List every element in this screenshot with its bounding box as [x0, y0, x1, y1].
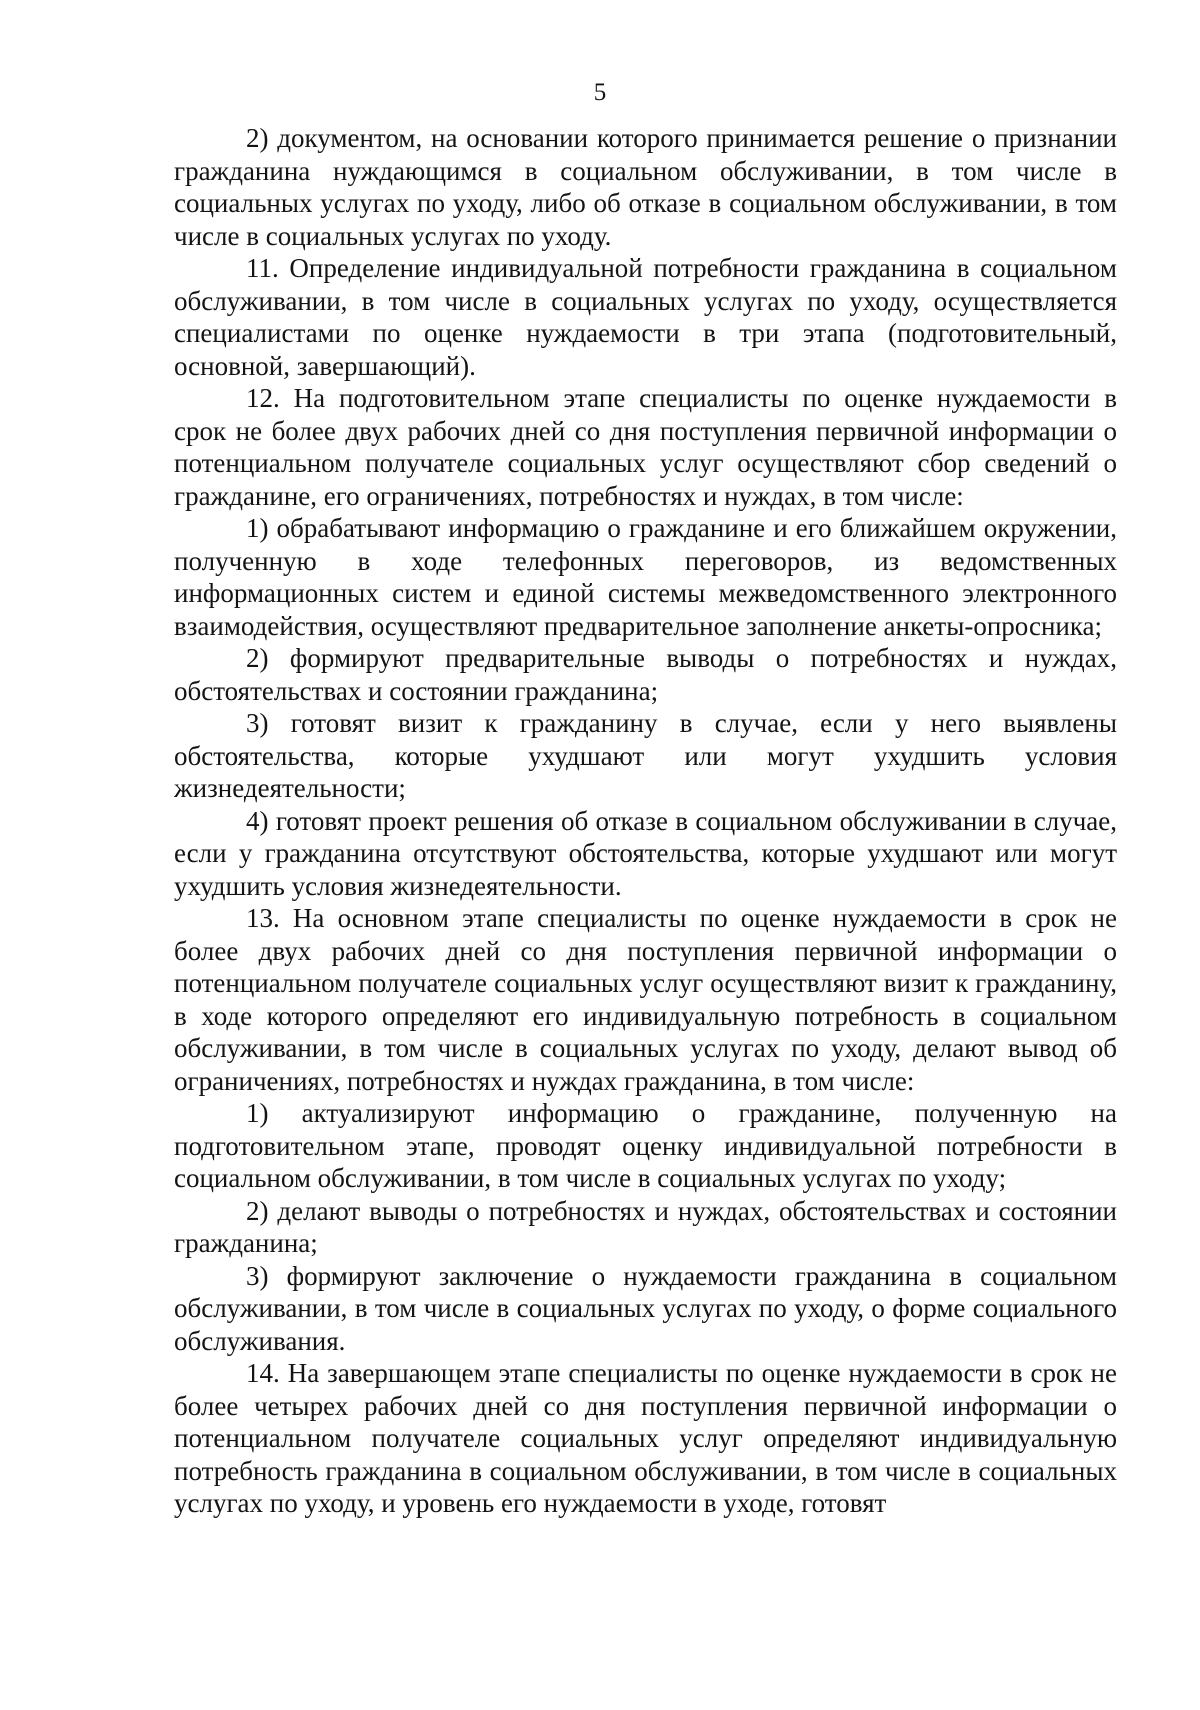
paragraph-13-subitem-3: 3) формируют заключение о нуждаемости гражданина в социальном обслуживании, в том числе в социальных услугах по уходу, о форме социального обслуживания. — [174, 1260, 1117, 1356]
document-body — [174, 122, 1117, 1520]
paragraph-13-main-stage: 13. На основном этапе специалисты по оценке нуждаемости в срок не более двух рабочих дней со дня поступления первичной информации о потенциальном получателе социальных услуг осуществляют визит к гражданину, в ходе которого определяют его индивидуальную потребность в социальном обслуживании, в том числе в социальных услугах по уходу, делают вывод об ограничениях, потребностях и нуждах гражданина, в том числе: — [174, 903, 1117, 1096]
paragraph-12-preparatory-stage: 12. На подготовительном этапе специалисты по оценке нуждаемости в срок не более двух рабочих дней со дня поступления первичной информации о потенциальном получателе социальных услуг осуществляют сбор сведений о гражданине, его ограничениях, потребностях и нуждах, в том числе: — [174, 383, 1117, 511]
page-number: 5 — [593, 79, 607, 106]
paragraph-subitem-2-document: 2) документом, на основании которого принимается решение о признании гражданина нуждающимся в социальном обслуживании, в том числе в социальных услугах по уходу, либо об отказе в социальном обслуживании, в том числе в социальных услугах по уходу. — [174, 123, 1117, 251]
paragraph-12-subitem-1: 1) обрабатывают информацию о гражданине и его ближайшем окружении, полученную в ходе телефонных переговоров, из ведомственных информационных систем и единой системы межведомственного электронного взаимодействия, осуществляют предварительное заполнение анкеты-опросника; — [174, 513, 1117, 641]
paragraph-14-final-stage: 14. На завершающем этапе специалисты по оценке нуждаемости в срок не более четырех рабочих дней со дня поступления первичной информации о потенциальном получателе социальных услуг определяют индивидуальную потребность гражданина в социальном обслуживании, в том числе в социальных услугах по уходу, и уровень его нуждаемости в уходе, готовят — [174, 1358, 1117, 1518]
paragraph-13-subitem-2: 2) делают выводы о потребностях и нуждах, обстоятельствах и состоянии гражданина; — [174, 1195, 1117, 1258]
paragraph-12-subitem-3: 3) готовят визит к гражданину в случае, если у него выявлены обстоятельства, которые ухудшают или могут ухудшить условия жизнедеятельности; — [174, 708, 1117, 803]
paragraph-11-need-determination: 11. Определение индивидуальной потребности гражданина в социальном обслуживании, в том числе в социальных услугах по уходу, осуществляется специалистами по оценке нуждаемости в три этапа (подготовительный, основной, завершающий). — [174, 253, 1117, 381]
paragraph-12-subitem-2: 2) формируют предварительные выводы о потребностях и нуждах, обстоятельствах и состоянии гражданина; — [174, 643, 1117, 706]
paragraph-13-subitem-1: 1) актуализируют информацию о гражданине, полученную на подготовительном этапе, проводят оценку индивидуальной потребности в социальном обслуживании, в том числе в социальных услугах по уходу; — [174, 1098, 1117, 1193]
paragraph-12-subitem-4: 4) готовят проект решения об отказе в социальном обслуживании в случае, если у гражданина отсутствуют обстоятельства, которые ухудшают или могут ухудшить условия жизнедеятельности. — [174, 805, 1117, 901]
